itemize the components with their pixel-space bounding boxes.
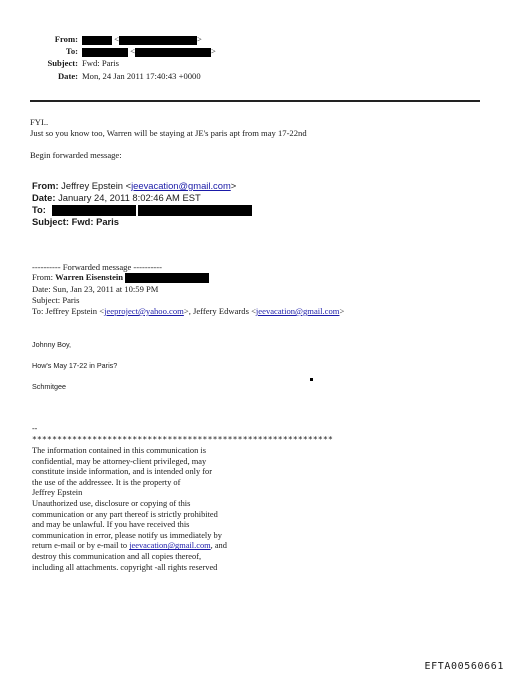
fwd2-from: From: Warren Eisenstein — [32, 272, 209, 283]
redaction — [138, 205, 252, 216]
message-greeting: Johnny Boy, — [32, 340, 72, 349]
subject-value: Fwd: Paris — [82, 58, 120, 68]
email-link[interactable]: jeevacation@gmail.com — [255, 306, 340, 316]
body-line: Begin forwarded message: — [30, 150, 122, 160]
signature-dashes: -- — [32, 424, 38, 433]
header-divider — [30, 100, 480, 102]
subject-label: Subject: — [47, 58, 78, 68]
stars-divider: ************************************************************ — [32, 435, 333, 444]
fwd1-to: To: — [32, 204, 252, 216]
notice-line: communication or any part thereof is strictly prohibited — [32, 509, 218, 519]
notice-line: including all attachments. copyright -all rights reserved — [32, 562, 218, 572]
notice-line: The information contained in this communication is — [32, 446, 206, 455]
notice-line: communication in error, please notify us immediately by — [32, 530, 222, 540]
to-value: < > — [82, 46, 216, 57]
notice-line: Unauthorized use, disclosure or copying of this — [32, 498, 191, 508]
fwd2-to: To: Jeffrey Epstein <jeeproject@yahoo.com>, Jeffery Edwards <jeevacation@gmail.com> — [32, 306, 345, 316]
to-label: To: — [65, 46, 78, 56]
fwd2-date: Date: Sun, Jan 23, 2011 at 10:59 PM — [32, 284, 159, 294]
notice-line: destroy this communication and all copies thereof, — [32, 551, 202, 561]
email-header — [0, 34, 512, 94]
notice-line: Jeffrey Epstein — [32, 488, 83, 498]
redaction — [125, 273, 209, 283]
fwd1-date: Date: January 24, 2011 8:02:46 AM EST — [32, 192, 201, 203]
from-label: From: — [54, 34, 78, 44]
notice-line: return e-mail or by e-mail to jeevacation@gmail.com, and — [32, 541, 227, 551]
notice-line: constitute inside information, and is intended only for — [32, 467, 213, 477]
notice-line: the use of the addressee. It is the property of — [32, 477, 181, 487]
fwd1-from: From: Jeffrey Epstein <jeevacation@gmail.com> — [32, 180, 237, 191]
redaction — [82, 36, 112, 45]
fwd2-subject: Subject: Paris — [32, 295, 80, 305]
date-value: Mon, 24 Jan 2011 17:40:43 +0000 — [82, 71, 201, 81]
notice-line: and may be unlawful. If you have received this — [32, 520, 190, 530]
redaction — [52, 205, 136, 216]
from-value: < > — [82, 34, 202, 45]
redaction — [119, 36, 197, 45]
email-link[interactable]: jeevacation@gmail.com — [129, 541, 211, 551]
body-line: FYI.. — [30, 117, 49, 127]
date-label: Date: — [57, 71, 78, 81]
fwd1-subject: Subject: Fwd: Paris — [32, 216, 119, 227]
email-link[interactable]: jeeproject@yahoo.com — [104, 306, 184, 316]
message-question: How's May 17-22 in Paris? — [32, 361, 118, 370]
redaction — [82, 48, 128, 57]
fwd2-banner: ---------- Forwarded message ---------- — [32, 262, 163, 272]
stray-mark — [310, 378, 313, 381]
redaction — [135, 48, 211, 57]
message-signoff: Schmitgee — [32, 382, 66, 391]
body-line: Just so you know too, Warren will be staying at JE's paris apt from may 17-22nd — [30, 128, 307, 138]
notice-line: confidential, may be attorney-client privileged, may — [32, 456, 207, 466]
confidentiality-notice — [32, 446, 227, 573]
document-id: EFTA00560661 — [424, 661, 504, 672]
email-link[interactable]: jeevacation@gmail.com — [131, 180, 231, 191]
